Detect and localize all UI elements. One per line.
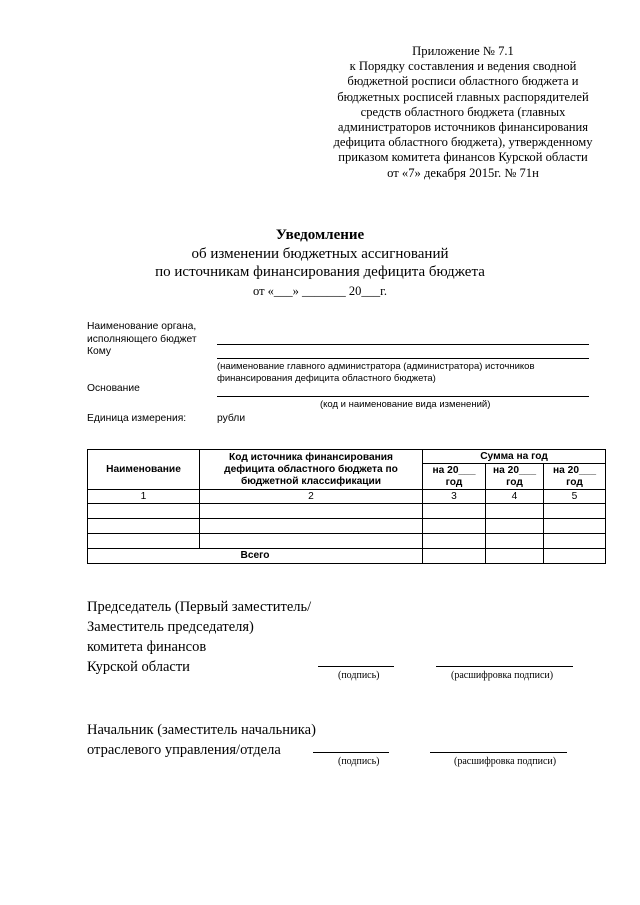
signatory-line: комитета финансов xyxy=(87,639,207,655)
appendix-line: Приложение № 7.1 xyxy=(412,44,514,58)
table-cell[interactable] xyxy=(544,504,606,519)
total-label: Всего xyxy=(88,549,423,564)
signature-2-line[interactable] xyxy=(313,752,389,753)
org-label xyxy=(87,321,197,346)
col-header-year-2 xyxy=(486,464,544,490)
table-cell[interactable] xyxy=(423,549,486,564)
unit-label: Единица измерения: xyxy=(87,413,187,424)
budget-table xyxy=(87,449,606,564)
appendix-line: приказом комитета финансов Курской области xyxy=(338,150,588,165)
unit-value: рубли xyxy=(217,413,246,424)
table-row[interactable] xyxy=(88,534,606,549)
col-number: 4 xyxy=(486,490,544,504)
document-subtitle-1: об изменении бюджетных ассигнований xyxy=(191,246,449,262)
basis-note: (код и наименование вида изменений) xyxy=(320,399,491,410)
signatory-2-title xyxy=(87,720,316,760)
col-header-year-1 xyxy=(423,464,486,490)
basis-label: Основание xyxy=(87,383,140,394)
col-header-year-3 xyxy=(544,464,606,490)
appendix-line: администраторов источников финансирования xyxy=(337,120,589,135)
decode-2-note: (расшифровка подписи) xyxy=(454,756,557,767)
col-header-code-line: бюджетной классификации xyxy=(240,475,382,487)
table-cell[interactable] xyxy=(423,534,486,549)
table-cell[interactable] xyxy=(88,504,200,519)
to-field-line[interactable] xyxy=(217,358,589,359)
table-cell[interactable] xyxy=(486,534,544,549)
org-label-line: исполняющего бюджет xyxy=(87,333,197,345)
signatory-line: Заместитель председателя) xyxy=(87,619,254,635)
signature-1-line[interactable] xyxy=(318,666,394,667)
signatory-1-title xyxy=(87,597,311,677)
appendix-line: средств областного бюджета (главных xyxy=(360,104,566,119)
table-cell[interactable] xyxy=(486,549,544,564)
appendix-line: к Порядку составления и ведения сводной xyxy=(349,59,577,74)
document-date: от «___» _______ 20___г. xyxy=(252,284,387,298)
year-label: на 20___ xyxy=(432,464,476,476)
col-header-sum: Сумма на год xyxy=(423,450,606,464)
appendix-line: от «7» декабря 2015г. № 71н xyxy=(387,165,539,180)
col-header-code-line: Код источника финансирования xyxy=(229,451,393,463)
col-header-code-line: дефицита областного бюджета по xyxy=(224,463,398,475)
signature-1-note: (подпись) xyxy=(338,670,380,681)
org-field-line[interactable] xyxy=(217,344,589,345)
signatory-line: Курской области xyxy=(87,659,190,675)
table-cell[interactable] xyxy=(544,549,606,564)
appendix-line: дефицита областного бюджета), утвержденному xyxy=(333,135,593,150)
appendix-line: бюджетных росписей главных распорядителей xyxy=(337,89,589,104)
col-number: 5 xyxy=(544,490,606,504)
basis-field-line[interactable] xyxy=(217,396,589,397)
to-note xyxy=(217,361,535,384)
to-note-line: финансирования дефицита областного бюджета) xyxy=(217,372,436,384)
table-cell[interactable] xyxy=(200,504,423,519)
year-label: на 20___ xyxy=(553,464,596,476)
to-note-line: (наименование главного администратора (администратора) источников xyxy=(217,361,535,372)
table-cell[interactable] xyxy=(544,519,606,534)
decode-2-line[interactable] xyxy=(430,752,567,753)
appendix-block xyxy=(300,44,626,181)
table-cell[interactable] xyxy=(88,519,200,534)
appendix-line: бюджетной росписи областного бюджета и xyxy=(347,74,579,89)
table-row[interactable] xyxy=(88,504,606,519)
to-label: Кому xyxy=(87,346,112,357)
document-title: Уведомление xyxy=(275,227,365,243)
decode-1-line[interactable] xyxy=(436,666,573,667)
signature-2-note: (подпись) xyxy=(338,756,380,767)
table-cell[interactable] xyxy=(200,519,423,534)
table-cell[interactable] xyxy=(423,519,486,534)
table-cell[interactable] xyxy=(486,519,544,534)
year-label: год xyxy=(445,476,463,488)
table-row-numbers xyxy=(88,490,606,504)
signatory-line: отраслевого управления/отдела xyxy=(87,742,281,758)
col-number: 1 xyxy=(88,490,200,504)
table-row[interactable] xyxy=(88,519,606,534)
signatory-line: Начальник (заместитель начальника) xyxy=(87,722,316,738)
col-number: 3 xyxy=(423,490,486,504)
document-subtitle-2: по источникам финансирования дефицита бюджета xyxy=(155,264,485,280)
table-cell[interactable] xyxy=(486,504,544,519)
signatory-line: Председатель (Первый заместитель/ xyxy=(87,599,312,615)
col-number: 2 xyxy=(200,490,423,504)
decode-1-note: (расшифровка подписи) xyxy=(451,670,554,681)
table-row-total xyxy=(88,549,606,564)
year-label: год xyxy=(566,476,583,488)
table-cell[interactable] xyxy=(88,534,200,549)
year-label: на 20___ xyxy=(493,464,536,476)
year-label: год xyxy=(506,476,523,488)
table-cell[interactable] xyxy=(544,534,606,549)
org-label-line: Наименование органа, xyxy=(87,321,197,332)
col-header-name: Наименование xyxy=(88,450,200,490)
table-cell[interactable] xyxy=(423,504,486,519)
table-cell[interactable] xyxy=(200,534,423,549)
col-header-code xyxy=(200,450,423,490)
